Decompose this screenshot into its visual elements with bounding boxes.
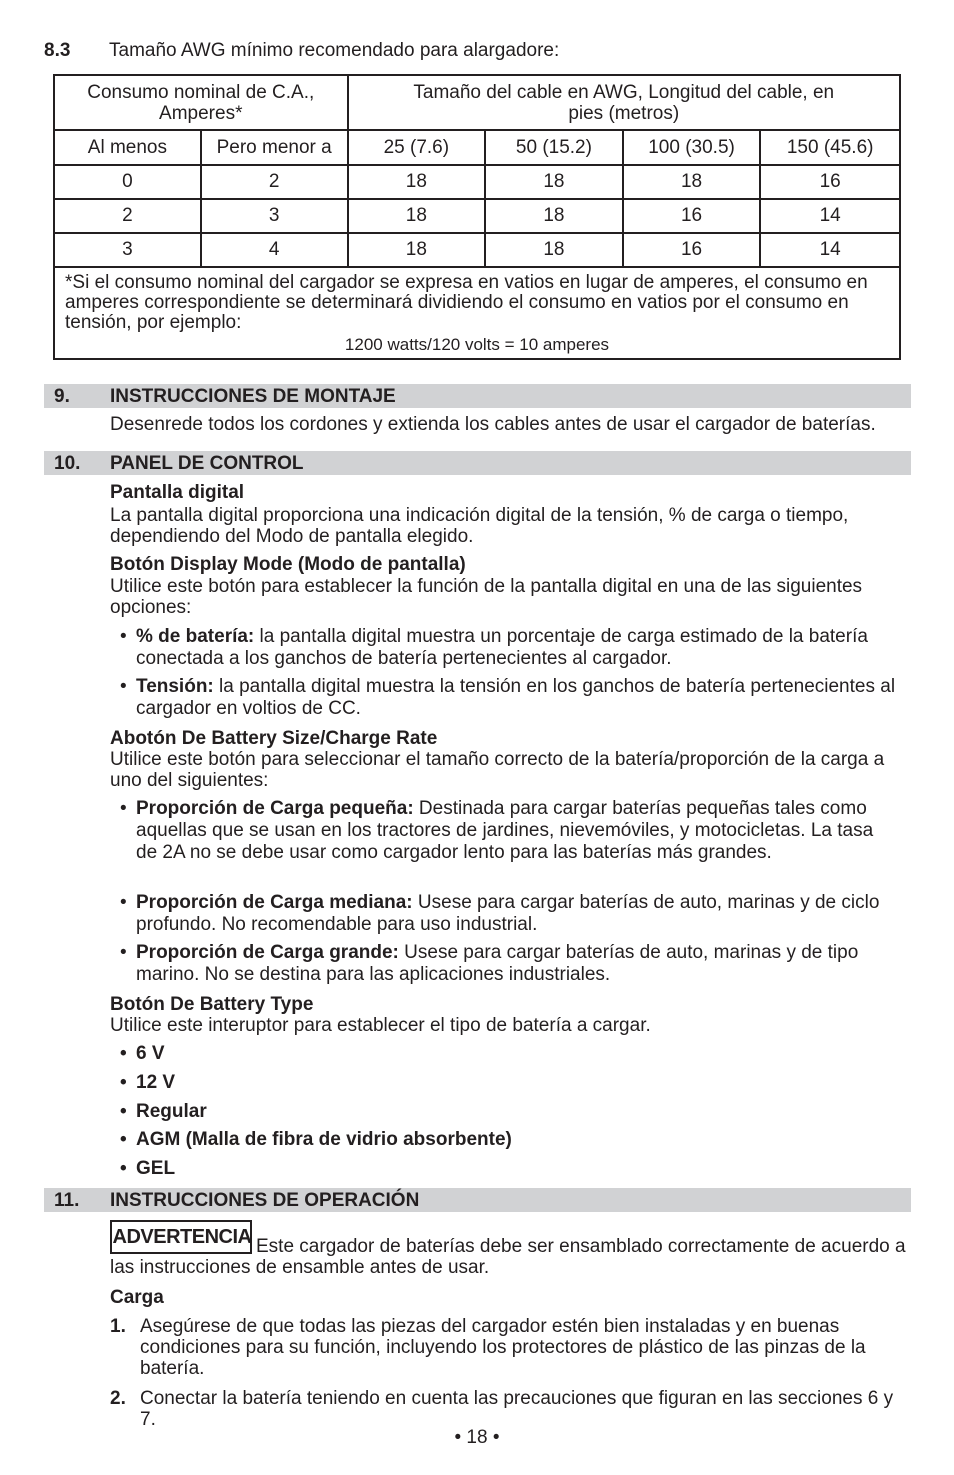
page-number: • 18 • [454,1427,500,1448]
section-11-header [44,1188,911,1212]
section-title: INSTRUCCIONES DE MONTAJE [110,386,396,407]
table-cell: 18 [485,165,623,199]
footnote-text: *Si el consumo nominal del cargador se expresa en vatios en lugar de amperes, el consumo en amperes correspondiente se determinará dividiendo el consumo en vatios por el consumo en tensión, por ejemplo: [65,272,868,333]
subheader-cell: Al menos [54,130,201,165]
section-number: 10. [54,453,81,474]
section-title: Tamaño AWG mínimo recomendado para alargadore: [109,40,560,61]
table-cell: 14 [760,233,900,267]
section-8-3-heading [44,40,559,62]
size-text: Utilice este botón para seleccionar el tamaño correcto de la batería/proporción de la carga a uno del siguientes: [110,749,885,791]
subheader-cell: 25 (7.6) [348,130,486,165]
table-row [54,165,900,199]
display-text: La pantalla digital proporciona una indicación digital de la tensión, % de carga o tiempo, dependiendo del Modo de pantalla elegido. [110,505,849,547]
charge-heading: Carga [110,1287,164,1308]
table-cell: 18 [348,165,486,199]
warning-label: ADVERTENCIA [112,1225,252,1248]
table-cell: 18 [485,199,623,233]
table-cell: 18 [485,233,623,267]
list-item: • Proporción de Carga grande: Usese para cargar baterías de auto, marinas y de tipo marino. No se destina para las aplicaciones industriales. [136,942,906,986]
type-heading: Botón De Battery Type [110,994,314,1015]
table-cell: 14 [760,199,900,233]
list-item: • Proporción de Carga mediana: Usese para cargar baterías de auto, marinas y de ciclo profundo. No recomendable para uso industrial. [136,892,906,936]
list-item: • GEL [136,1158,906,1180]
table-cell: 3 [201,199,348,233]
list-item: 2. Conectar la batería teniendo en cuenta las precauciones que figuran en las secciones 6 y 7. [110,1388,894,1430]
table-cell: 2 [54,199,201,233]
table-footnote [54,267,900,359]
footnote-example: 1200 watts/120 volts = 10 amperes [344,335,610,354]
list-item: • 12 V [136,1072,906,1094]
header-current-rating: Consumo nominal de C.A., Amperes* [54,75,348,130]
section-10-header [44,451,911,475]
section-number: 9. [54,386,70,407]
list-item: • Regular [136,1101,906,1123]
table-cell: 18 [348,199,486,233]
table-cell: 18 [623,165,761,199]
table-cell: 18 [348,233,486,267]
subheader-cell: 150 (45.6) [760,130,900,165]
list-item: • Tensión: la pantalla digital muestra la tensión en los ganchos de batería pertenecientes al cargador en voltios de CC. [136,676,906,720]
list-item: • Proporción de Carga pequeña: Destinada para cargar baterías pequeñas tales como aquellas que se usan en los tractores de jardines, nievemóviles, y motocicletas. La tasa de 2A no se debe usar como cargador lento para las baterías más grandes. [136,798,896,864]
subheader-cell: Pero menor a [201,130,348,165]
table-cell: 16 [623,199,761,233]
list-item: • AGM (Malla de fibra de vidrio absorbente) [136,1129,906,1151]
table-row [54,199,900,233]
mode-heading: Botón Display Mode (Modo de pantalla) [110,554,466,575]
list-item: • % de batería: la pantalla digital muestra un porcentaje de carga estimado de la batería conectada a los ganchos de batería pertenecientes al cargador. [136,626,906,670]
section-title: PANEL DE CONTROL [110,453,304,474]
section-9-header [44,384,911,408]
section-title: INSTRUCCIONES DE OPERACIÓN [110,1190,420,1211]
table-row [54,233,900,267]
table-cell: 16 [760,165,900,199]
subheader-cell: 100 (30.5) [623,130,761,165]
assembly-text: Desenrede todos los cordones y extienda los cables antes de usar el cargador de baterías. [110,414,876,435]
subheader-cell: 50 (15.2) [485,130,623,165]
list-item: • 6 V [136,1043,906,1065]
section-number: 8.3 [44,40,71,61]
section-number: 11. [54,1190,80,1211]
display-heading: Pantalla digital [110,482,245,503]
type-text: Utilice este interuptor para establecer el tipo de batería a cargar. [110,1015,651,1036]
awg-table [53,74,901,360]
table-cell: 0 [54,165,201,199]
warning-text: Este cargador de baterías debe ser ensamblado correctamente de acuerdo a las instrucciones de ensamble antes de usar. [110,1236,906,1278]
mode-text: Utilice este botón para establecer la función de la pantalla digital en una de las siguientes opciones: [110,576,863,618]
list-item: 1. Asegúrese de que todas las piezas del cargador estén bien instaladas y en buenas condiciones para su función, incluyendo los protectores de plástico de las pinzas de la batería. [110,1316,866,1379]
size-heading: Abotón De Battery Size/Charge Rate [110,728,438,749]
table-cell: 3 [54,233,201,267]
table-cell: 2 [201,165,348,199]
table-cell: 4 [201,233,348,267]
table-cell: 16 [623,233,761,267]
header-cable-size: Tamaño del cable en AWG, Longitud del cable, en pies (metros) [348,75,900,130]
